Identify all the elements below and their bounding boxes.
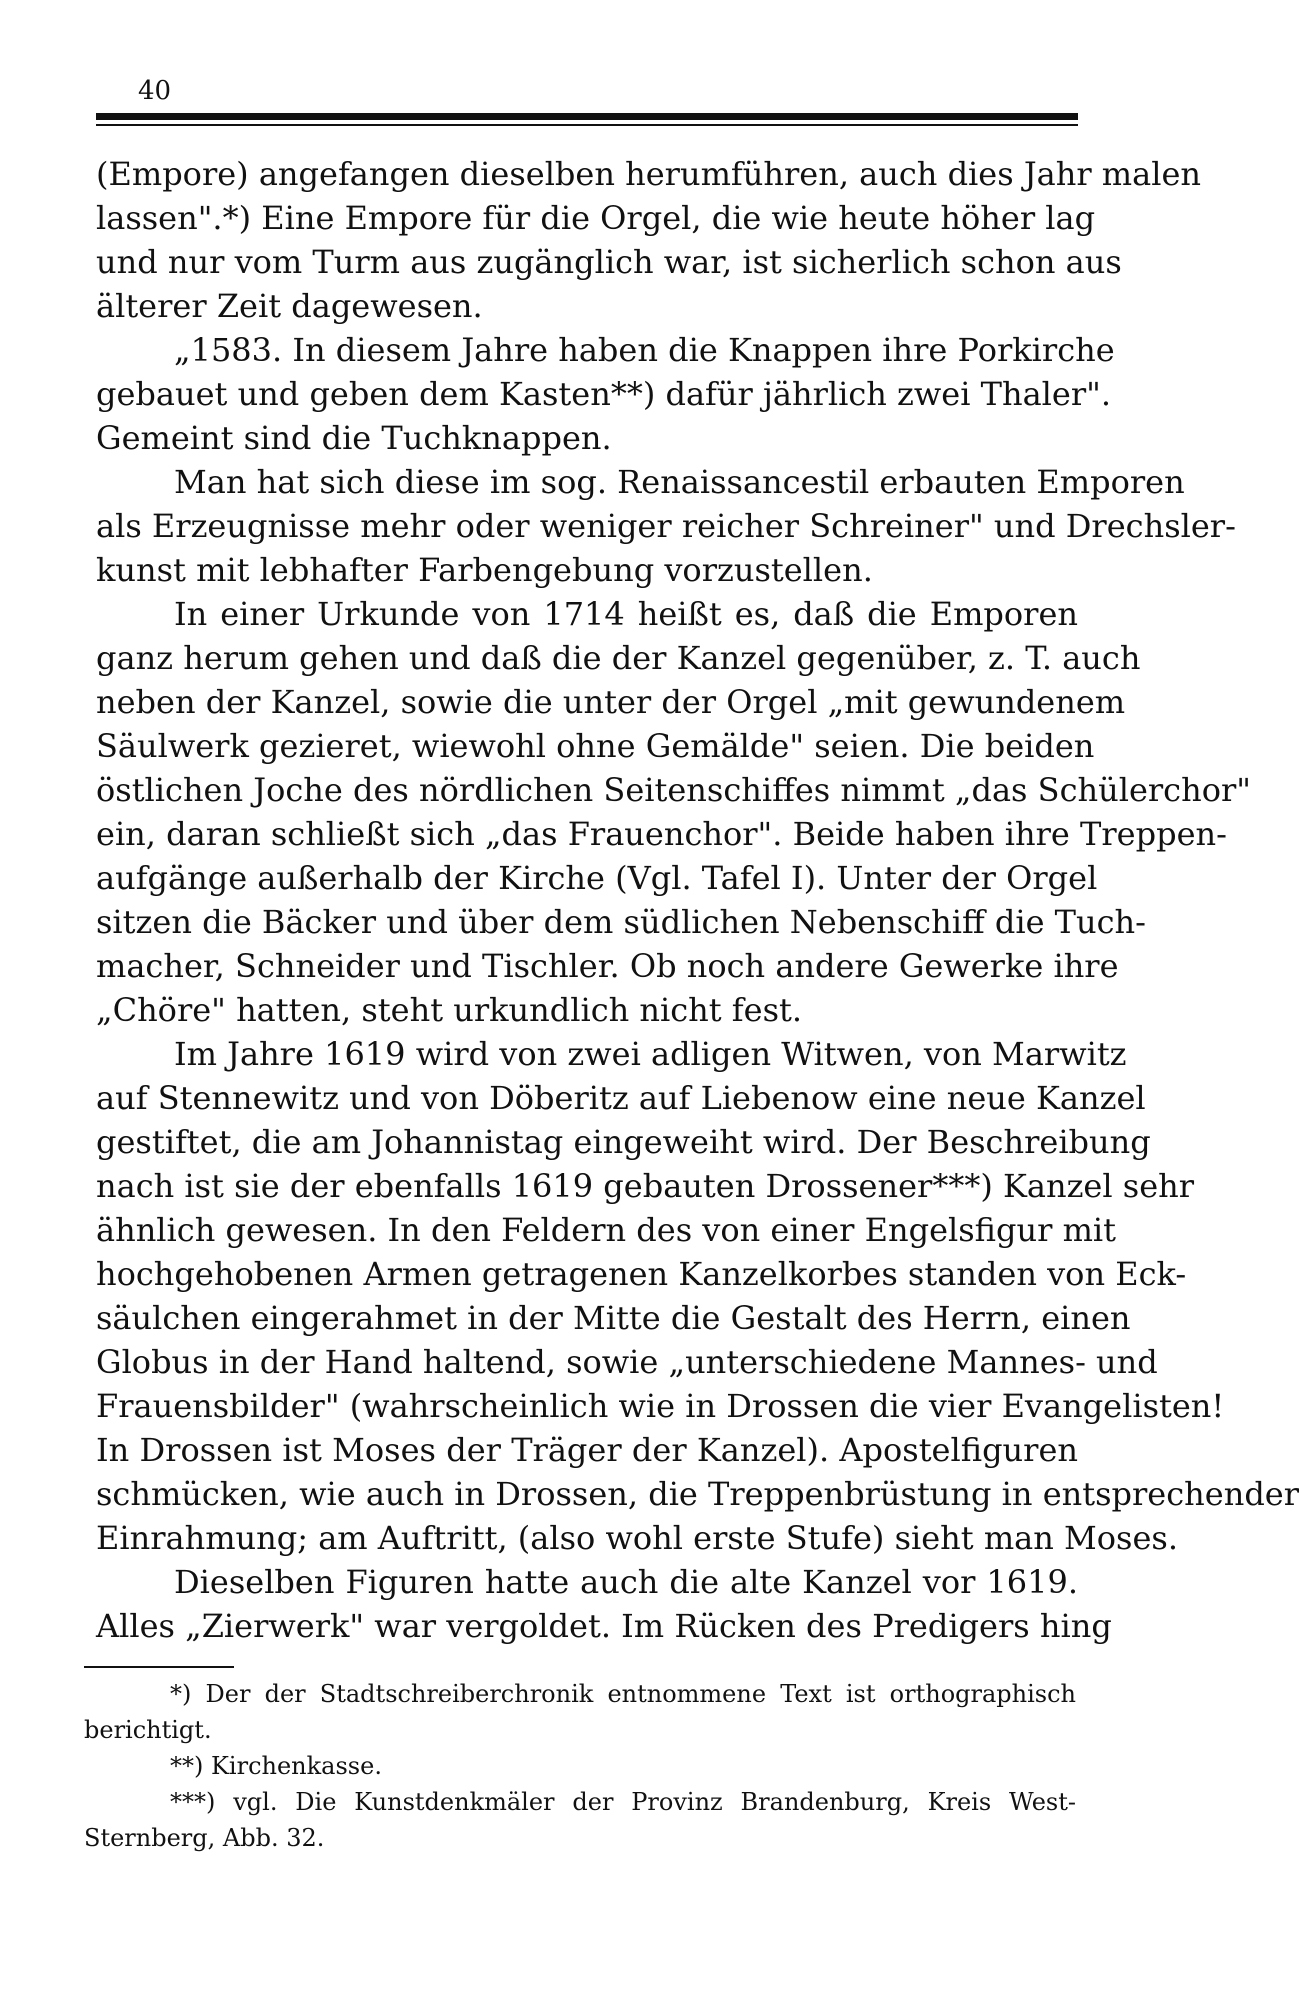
text-line: säulchen eingerahmet in der Mitte die Gestalt des Herrn, einen [96, 1299, 1131, 1337]
text-line: ganz herum gehen und daß die der Kanzel gegenüber, z. T. auch [96, 639, 1141, 677]
footnote-line: *) Der der Stadtschreiberchronik entnommene Text ist orthographisch [170, 1680, 1076, 1708]
body-text [96, 152, 1299, 1648]
text-line: „Chöre" hatten, steht urkundlich nicht fest. [96, 991, 803, 1029]
text-line: Einrahmung; am Auftritt, (also wohl erste Stufe) sieht man Moses. [96, 1519, 1178, 1557]
text-line: aufgänge außerhalb der Kirche (Vgl. Tafel I). Unter der Orgel [96, 859, 1098, 897]
footnotes [84, 1676, 1076, 1856]
text-line: lassen".*) Eine Empore für die Orgel, die wie heute höher lag [96, 199, 1096, 237]
text-line: Dieselben Figuren hatte auch die alte Kanzel vor 1619. [174, 1563, 1078, 1601]
text-line: neben der Kanzel, sowie die unter der Orgel „mit gewundenem [96, 683, 1126, 721]
text-line: gebauet und geben dem Kasten**) dafür jährlich zwei Thaler". [96, 375, 1112, 413]
footnote-line: ***) vgl. Die Kunstdenkmäler der Provinz Brandenburg, Kreis West- [170, 1788, 1076, 1816]
text-line: auf Stennewitz und von Döberitz auf Liebenow eine neue Kanzel [96, 1079, 1146, 1117]
text-line: Frauensbilder" (wahrscheinlich wie in Drossen die vier Evangelisten! [96, 1387, 1225, 1425]
text-line: Alles „Zierwerk" war vergoldet. Im Rücken des Predigers hing [96, 1607, 1112, 1645]
text-line: Man hat sich diese im sog. Renaissancestil erbauten Emporen [174, 463, 1185, 501]
text-line: Im Jahre 1619 wird von zwei adligen Witwen, von Marwitz [174, 1035, 1127, 1073]
text-line: schmücken, wie auch in Drossen, die Treppenbrüstung in entsprechender [96, 1475, 1299, 1513]
text-line: sitzen die Bäcker und über dem südlichen Nebenschiff die Tuch- [96, 903, 1146, 941]
text-line: ähnlich gewesen. In den Feldern des von einer Engelsfigur mit [96, 1211, 1116, 1249]
text-line: östlichen Joche des nördlichen Seitenschiffes nimmt „das Schülerchor" [96, 771, 1251, 809]
footnote-rule [84, 1666, 234, 1668]
text-line: macher, Schneider und Tischler. Ob noch andere Gewerke ihre [96, 947, 1119, 985]
text-line: In einer Urkunde von 1714 heißt es, daß die Emporen [174, 595, 1078, 633]
page-number: 40 [138, 76, 172, 106]
footnote-line: Sternberg, Abb. 32. [84, 1824, 325, 1852]
text-line: älterer Zeit dagewesen. [96, 287, 483, 325]
header-rule-thin [96, 124, 1078, 126]
text-line: gestiftet, die am Johannistag eingeweiht wird. Der Beschreibung [96, 1123, 1151, 1161]
text-line: hochgehobenen Armen getragenen Kanzelkorbes standen von Eck- [96, 1255, 1187, 1293]
footnote-line: **) Kirchenkasse. [170, 1752, 382, 1780]
text-line: nach ist sie der ebenfalls 1619 gebauten Drossener***) Kanzel sehr [96, 1167, 1195, 1205]
header-rule [96, 113, 1078, 120]
text-line: In Drossen ist Moses der Träger der Kanzel). Apostelfiguren [96, 1431, 1078, 1469]
text-line: Säulwerk gezieret, wiewohl ohne Gemälde" seien. Die beiden [96, 727, 1095, 765]
text-line: und nur vom Turm aus zugänglich war, ist sicherlich schon aus [96, 243, 1122, 281]
text-line: als Erzeugnisse mehr oder weniger reicher Schreiner" und Drechsler- [96, 507, 1236, 545]
text-line: (Empore) angefangen dieselben herumführen, auch dies Jahr malen [96, 155, 1201, 193]
footnote-line: berichtigt. [84, 1716, 212, 1744]
text-line: Globus in der Hand haltend, sowie „unterschiedene Mannes- und [96, 1343, 1158, 1381]
text-line: ein, daran schließt sich „das Frauenchor". Beide haben ihre Treppen- [96, 815, 1227, 853]
text-line: kunst mit lebhafter Farbengebung vorzustellen. [96, 551, 873, 589]
text-line: Gemeint sind die Tuchknappen. [96, 419, 612, 457]
text-line: „1583. In diesem Jahre haben die Knappen ihre Porkirche [174, 331, 1115, 369]
